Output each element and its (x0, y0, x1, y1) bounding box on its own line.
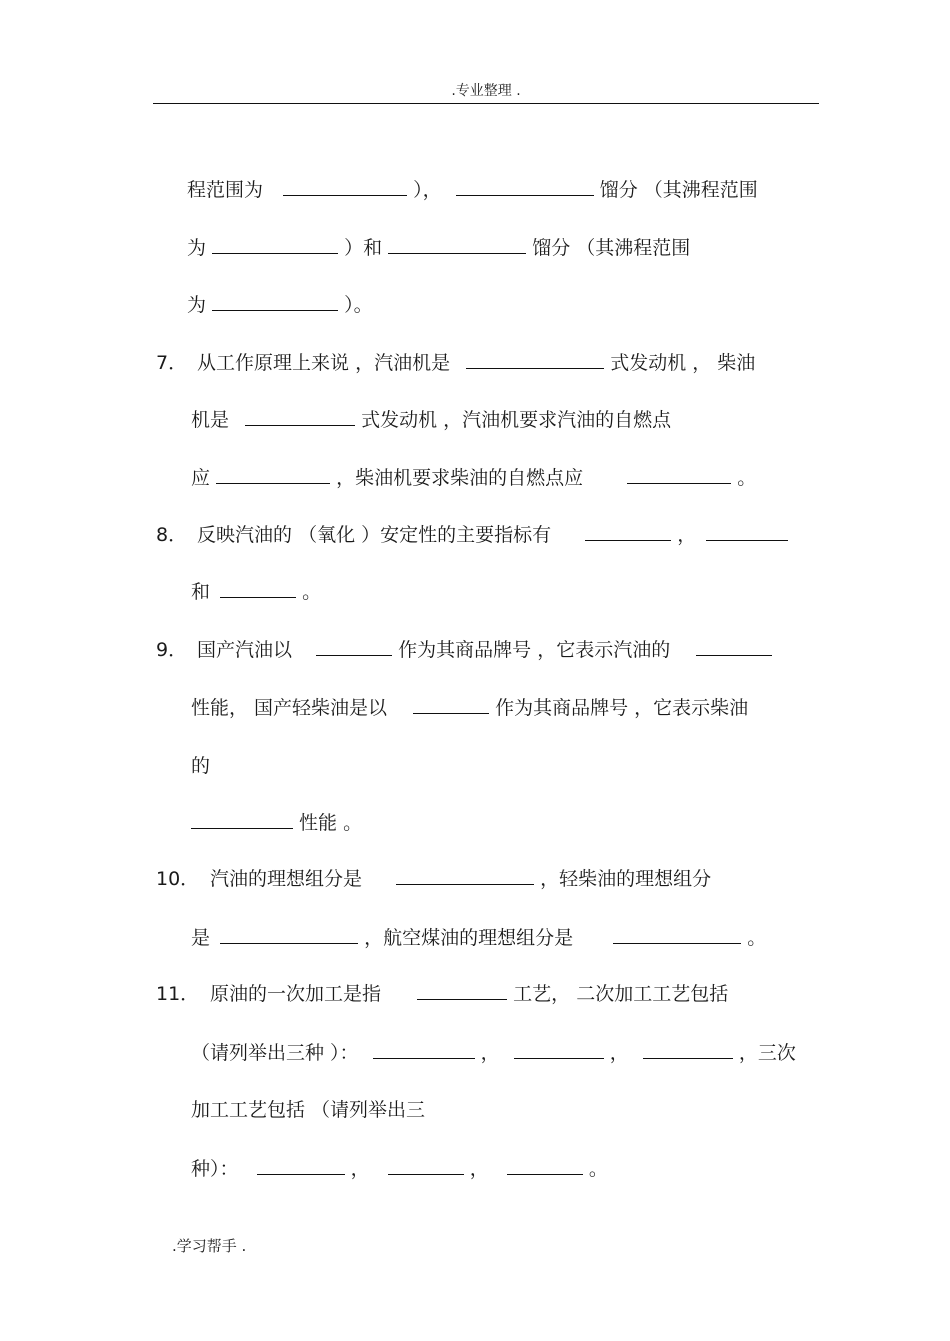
text-segment: 和 (191, 581, 211, 603)
text-segment: 为 (187, 294, 207, 316)
question-11-line-3 (191, 1098, 425, 1122)
text-segment: 从工作原理上来说 ，汽油机是 (197, 352, 451, 374)
answer-blank[interactable] (283, 179, 407, 196)
question-9-line-2 (191, 696, 748, 720)
answer-blank[interactable] (212, 294, 338, 311)
page-footer: .学习帮手 . (172, 1237, 247, 1255)
text-segment: ， (677, 524, 697, 546)
text-segment: 机是 (191, 409, 230, 431)
text-segment: 加工工艺包括 （请列举出三 (191, 1099, 426, 1121)
text-segment: ）。 (344, 294, 373, 316)
question-number: 8． (156, 524, 188, 546)
question-7-line-3 (191, 466, 756, 490)
question-number: 7． (156, 352, 188, 374)
answer-blank[interactable] (627, 467, 731, 484)
answer-blank[interactable] (245, 409, 355, 426)
question-number: 10． (156, 868, 200, 890)
text-segment: 为 (187, 237, 207, 259)
text-segment: （请列举出三种 ）： (191, 1042, 359, 1064)
question-6-line-2 (187, 178, 758, 202)
question-8 (156, 523, 788, 547)
answer-blank[interactable] (696, 639, 772, 656)
answer-blank[interactable] (212, 237, 338, 254)
question-10-line-2 (191, 926, 766, 950)
text-segment: 原油的一次加工是指 (210, 983, 382, 1005)
question-7 (156, 351, 755, 375)
answer-blank[interactable] (373, 1042, 475, 1059)
question-6-line-3 (187, 236, 690, 260)
text-segment: 国产汽油以 (197, 639, 293, 661)
question-number: 11． (156, 983, 200, 1005)
question-9 (156, 638, 772, 662)
answer-blank[interactable] (643, 1042, 733, 1059)
answer-blank[interactable] (396, 868, 534, 885)
text-segment: 馏分 （其沸程范围 (599, 179, 758, 201)
answer-blank[interactable] (388, 237, 526, 254)
question-6-line-4 (187, 293, 373, 317)
answer-blank[interactable] (507, 1158, 583, 1175)
text-segment: 应 (191, 467, 211, 489)
answer-blank[interactable] (456, 179, 594, 196)
text-segment: 工艺， 二次加工工艺包括 (513, 983, 729, 1005)
text-segment: ，轻柴油的理想组分 (540, 868, 712, 890)
question-11 (156, 982, 728, 1006)
question-7-line-2 (191, 408, 671, 432)
answer-blank[interactable] (613, 927, 741, 944)
text-segment: 。 (747, 927, 767, 949)
answer-blank[interactable] (316, 639, 392, 656)
answer-blank[interactable] (257, 1158, 345, 1175)
text-segment: 式发动机 ，汽油机要求汽油的自燃点 (361, 409, 672, 431)
text-segment: 。 (588, 1158, 608, 1180)
answer-blank[interactable] (417, 983, 507, 1000)
text-segment: 馏分 （其沸程范围 (532, 237, 691, 259)
text-segment: 作为其商品牌号 ，它表示柴油 (495, 697, 749, 719)
text-segment: ）， (413, 179, 442, 201)
question-8-line-2 (191, 580, 321, 604)
header-divider (153, 103, 819, 104)
text-segment: ， (350, 1158, 370, 1180)
text-segment: 性能 。 (299, 812, 363, 834)
page-header: .专业整理 . (451, 83, 521, 99)
question-9-line-3 (191, 754, 210, 778)
question-10 (156, 867, 711, 891)
text-segment: 。 (302, 581, 322, 603)
answer-blank[interactable] (388, 1158, 464, 1175)
answer-blank[interactable] (191, 812, 293, 829)
text-segment: 是 (191, 927, 211, 949)
answer-blank[interactable] (216, 467, 330, 484)
answer-blank[interactable] (514, 1042, 604, 1059)
text-segment: ）和 (344, 237, 383, 259)
text-segment: 性能， 国产轻柴油是以 (191, 697, 388, 719)
question-11-line-4 (191, 1157, 608, 1181)
text-segment: 汽油的理想组分是 (210, 868, 363, 890)
answer-blank[interactable] (220, 927, 358, 944)
text-segment: ， (469, 1158, 489, 1180)
text-segment: 作为其商品牌号 ，它表示汽油的 (398, 639, 671, 661)
question-11-line-2 (191, 1041, 796, 1065)
text-segment: 程范围为 (187, 179, 264, 201)
answer-blank[interactable] (413, 697, 489, 714)
question-number: 9． (156, 639, 188, 661)
text-segment: 。 (737, 467, 757, 489)
text-segment: ，柴油机要求柴油的自燃点应 (336, 467, 584, 489)
answer-blank[interactable] (585, 524, 671, 541)
answer-blank[interactable] (706, 524, 788, 541)
text-segment: ， (609, 1042, 629, 1064)
text-segment: ， (480, 1042, 500, 1064)
text-segment: ，航空煤油的理想组分是 (364, 927, 574, 949)
answer-blank[interactable] (466, 352, 604, 369)
answer-blank[interactable] (220, 581, 296, 598)
text-segment: 的 (191, 755, 211, 777)
text-segment: 式发动机 ， 柴油 (610, 352, 756, 374)
text-segment: 种）： (191, 1158, 239, 1180)
text-segment: 反映汽油的 （氧化 ）安定性的主要指标有 (197, 524, 552, 546)
text-segment: ，三次 (738, 1042, 796, 1064)
question-9-line-4 (191, 811, 362, 835)
